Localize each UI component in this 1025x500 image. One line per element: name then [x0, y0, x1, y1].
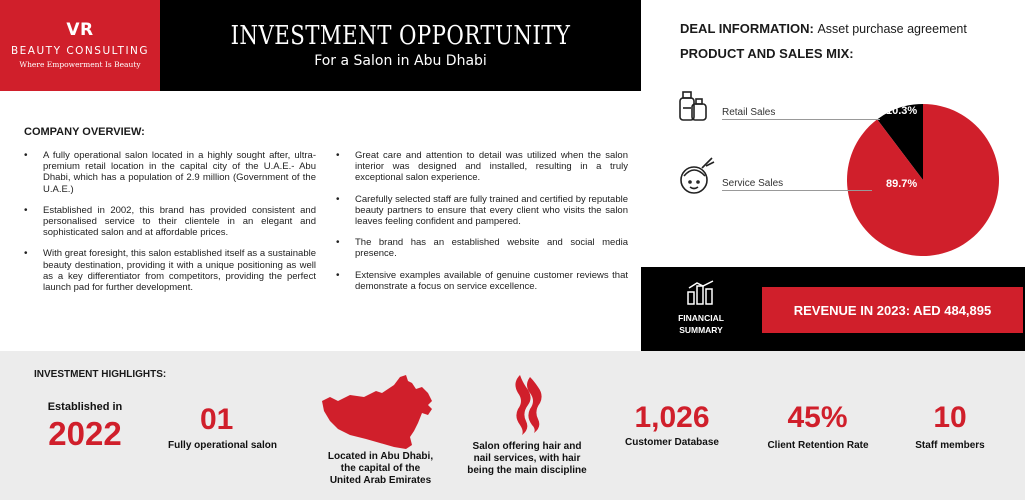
logo-text: VR	[66, 20, 94, 40]
revenue-badge: REVENUE IN 2023: AED 484,895	[762, 287, 1023, 333]
location-caption-line: United Arab Emirates	[329, 475, 432, 486]
company-overview-title: COMPANY OVERVIEW:	[24, 126, 145, 138]
overview-left-column	[24, 150, 316, 303]
deal-value: Asset purchase agreement	[817, 22, 967, 36]
overview-right-column	[336, 150, 628, 302]
legend-retail-sales: Retail Sales	[722, 107, 776, 118]
hair-icon	[510, 373, 544, 435]
sales-mix-title: PRODUCT AND SALES MIX:	[680, 46, 854, 61]
title-banner	[160, 0, 641, 91]
investment-highlights	[0, 351, 1025, 500]
financial-summary	[641, 267, 1025, 351]
customers-caption: Customer Database	[625, 437, 719, 448]
page-title: INVESTMENT OPPORTUNITY	[230, 21, 571, 51]
retention-rate: 45%	[787, 401, 848, 434]
service-pct-label: 89.7%	[886, 178, 918, 190]
overview-bullet: • Great care and attention to detail was utilized when the salon interior was designed and installed, resulting in a truly exceptional salon experience.	[336, 150, 628, 184]
overview-bullet: • A fully operational salon located in a highly sought after, ultra-premium retail location in the capital city of the U.A.E.- Abu Dhabi, which has a population of 2.9 million (Government of the U.A.E.)	[24, 150, 316, 195]
staff-caption: Staff members	[915, 440, 985, 451]
highlights-title: INVESTMENT HIGHLIGHTS:	[34, 369, 167, 380]
uae-map-icon	[320, 373, 442, 451]
staff-count: 10	[933, 401, 967, 434]
location-caption-line: the capital of the	[340, 463, 421, 474]
location-caption	[318, 451, 443, 487]
established-year: 2022	[48, 415, 122, 452]
retail-pct-label: 10.3%	[886, 105, 918, 117]
overview-bullet: • With great foresight, this salon established itself as a sustainable beauty destination, providing it with a unique positioning as well as a key differentiator from competitors, providing the perfect launch pad for further development.	[24, 248, 316, 293]
salon-service-icon	[681, 158, 714, 193]
legend-service-sales: Service Sales	[722, 178, 784, 189]
deal-information	[680, 21, 967, 36]
brand-logo	[0, 0, 160, 91]
services-caption	[462, 441, 592, 477]
service-leader-line	[722, 190, 872, 191]
services-caption-line: Salon offering hair and	[472, 441, 582, 452]
deal-label: DEAL INFORMATION:	[680, 21, 814, 36]
retail-products-icon	[680, 92, 706, 120]
overview-bullet: • Extensive examples available of genuine customer reviews that demonstrate a focus on service excellence.	[336, 270, 628, 292]
retention-caption: Client Retention Rate	[767, 440, 869, 451]
financial-label-line1: FINANCIAL	[678, 313, 724, 323]
established-label: Established in	[47, 401, 123, 413]
overview-bullet: • Established in 2002, this brand has provided consistent and personalised service to their clientele in an elegant and sophisticated salon and at affordable prices.	[24, 205, 316, 239]
salon-count: 01	[200, 403, 234, 436]
financial-label-line2: SUMMARY	[679, 325, 723, 335]
brand-name: BEAUTY CONSULTING	[10, 45, 150, 57]
overview-bullet: • The brand has an established website and social media presence.	[336, 237, 628, 259]
pie-slice-service	[847, 104, 999, 256]
customer-count: 1,026	[634, 401, 710, 434]
page-subtitle: For a Salon in Abu Dhabi	[314, 53, 487, 69]
sales-mix-pie-chart	[670, 80, 1010, 270]
retail-leader-line	[722, 119, 880, 120]
financial-summary-label	[641, 312, 761, 336]
services-caption-line: being the main discipline	[467, 465, 587, 476]
services-caption-line: nail services, with hair	[473, 453, 581, 464]
location-caption-line: Located in Abu Dhabi,	[327, 451, 434, 462]
brand-tagline: Where Empowerment Is Beauty	[19, 60, 141, 69]
overview-bullet: • Carefully selected staff are fully trained and certified by reputable beauty partners to ensure that every client who visits the salon leaves feeling confident and pampered.	[336, 194, 628, 228]
salon-caption: Fully operational salon	[168, 440, 277, 451]
financial-chart-icon	[687, 280, 715, 306]
